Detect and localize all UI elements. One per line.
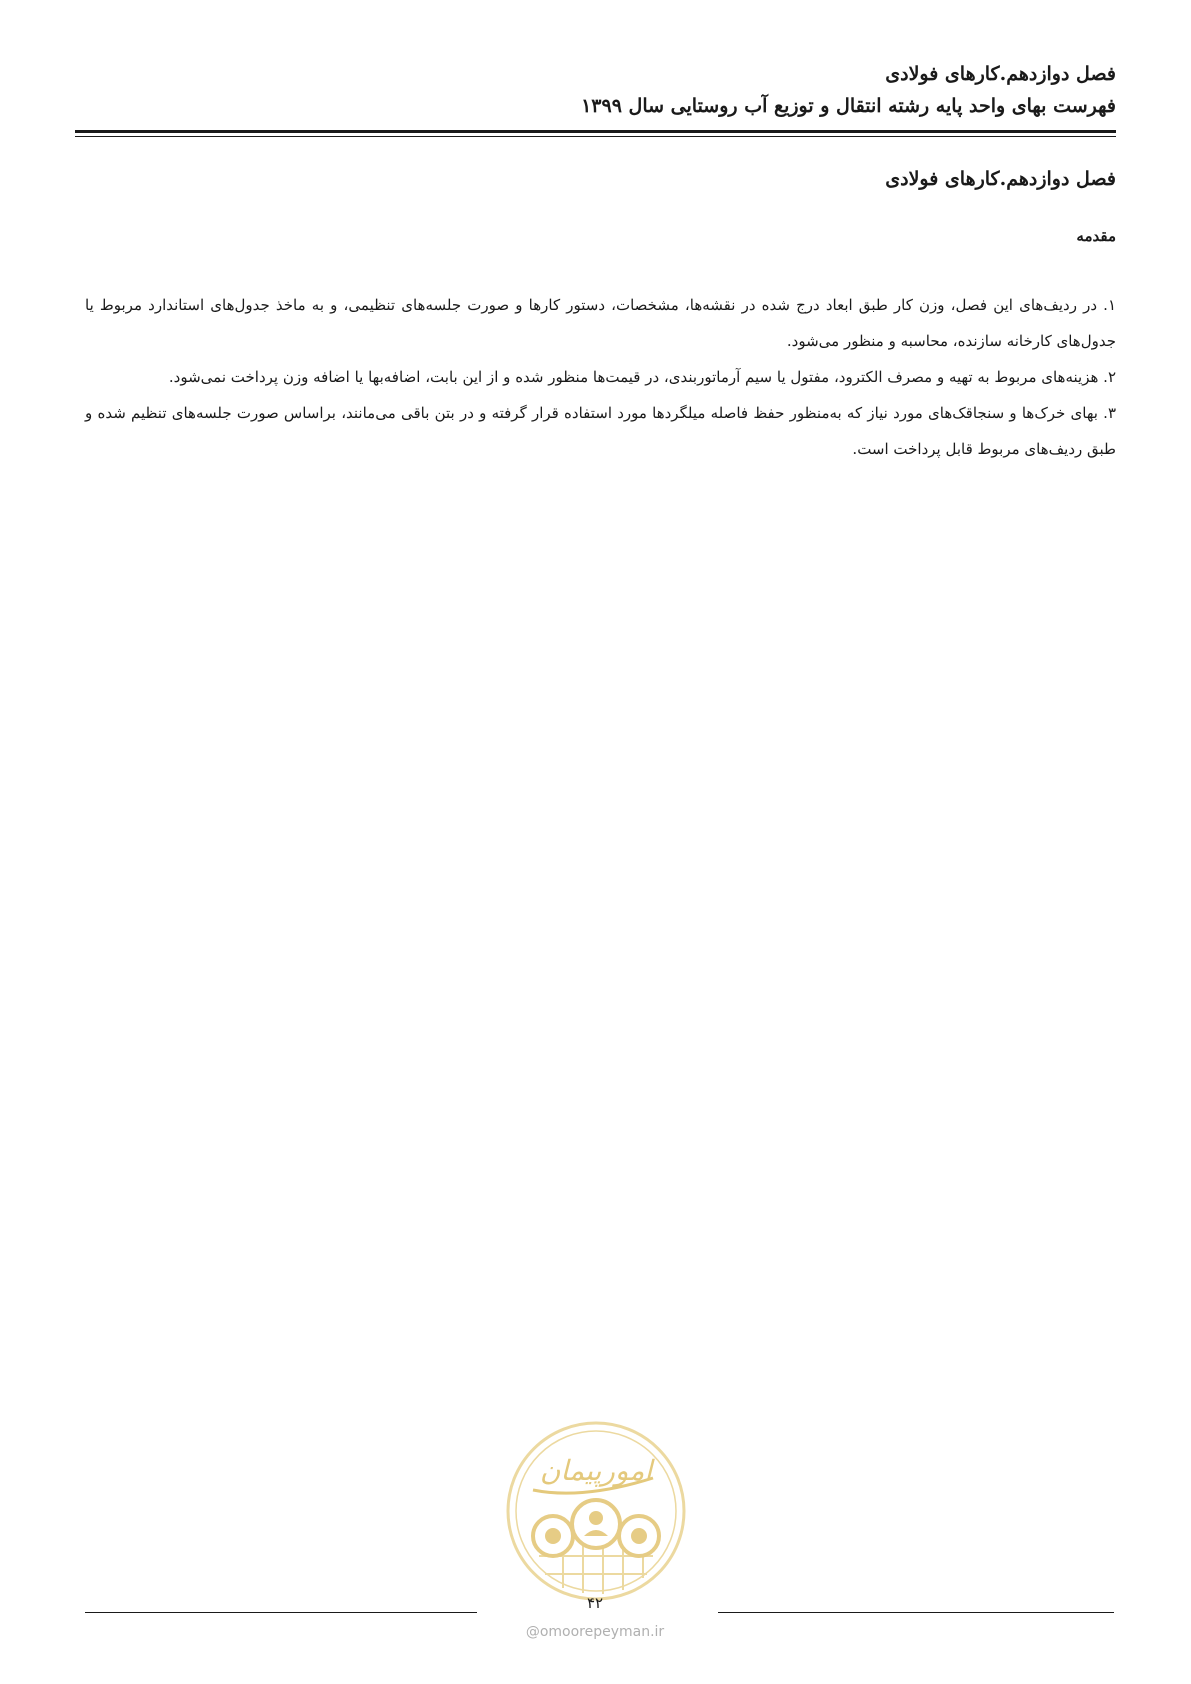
paragraph-3: ۳. بهای خرک‌ها و سنجاقک‌های مورد نیاز که به‌منظور حفظ فاصله میلگردها مورد استفاده قرار گرفته و در بتن باقی می‌مانند، براساس صورت جلسه‌های تنظیم شده و طبق ردیف‌های مربوط قابل پرداخت است. bbox=[85, 404, 1116, 458]
footer-rule-left bbox=[85, 1612, 477, 1613]
page-header bbox=[581, 58, 1116, 122]
header-rule-thin bbox=[75, 136, 1116, 137]
paragraph-1: ۱. در ردیف‌های این فصل، وزن کار طبق ابعاد درج شده در نقشه‌ها، مشخصات، دستور کارها و صورت جلسه‌های تنظیمی، و به ماخذ جدول‌های استاندارد مربوط یا جدول‌های کارخانه سازنده، محاسبه و منظور می‌شود. bbox=[85, 296, 1116, 350]
header-document-title: فهرست بهای واحد پایه رشته انتقال و توزیع آب روستایی سال ۱۳۹۹ bbox=[581, 95, 1116, 117]
header-rule-thick bbox=[75, 130, 1116, 133]
header-chapter-title: فصل دوازدهم.کارهای فولادی bbox=[885, 63, 1116, 85]
watermark-logo bbox=[503, 1418, 689, 1604]
section-title: فصل دوازدهم.کارهای فولادی bbox=[885, 168, 1116, 190]
watermark-logo-text: امورپیمان bbox=[539, 1454, 653, 1487]
subsection-title: مقدمه bbox=[1076, 227, 1116, 245]
footer-rule-right bbox=[718, 1612, 1114, 1613]
page-number: ۴۲ bbox=[586, 1594, 604, 1612]
body-text bbox=[85, 287, 1116, 467]
paragraph-2: ۲. هزینه‌های مربوط به تهیه و مصرف الکترود، مفتول یا سیم آرماتوربندی، در قیمت‌ها منظور شده و از این بابت، اضافه‌بها یا اضافه وزن پرداخت نمی‌شود. bbox=[168, 368, 1116, 386]
site-url: @omoorepeyman.ir bbox=[525, 1624, 665, 1640]
